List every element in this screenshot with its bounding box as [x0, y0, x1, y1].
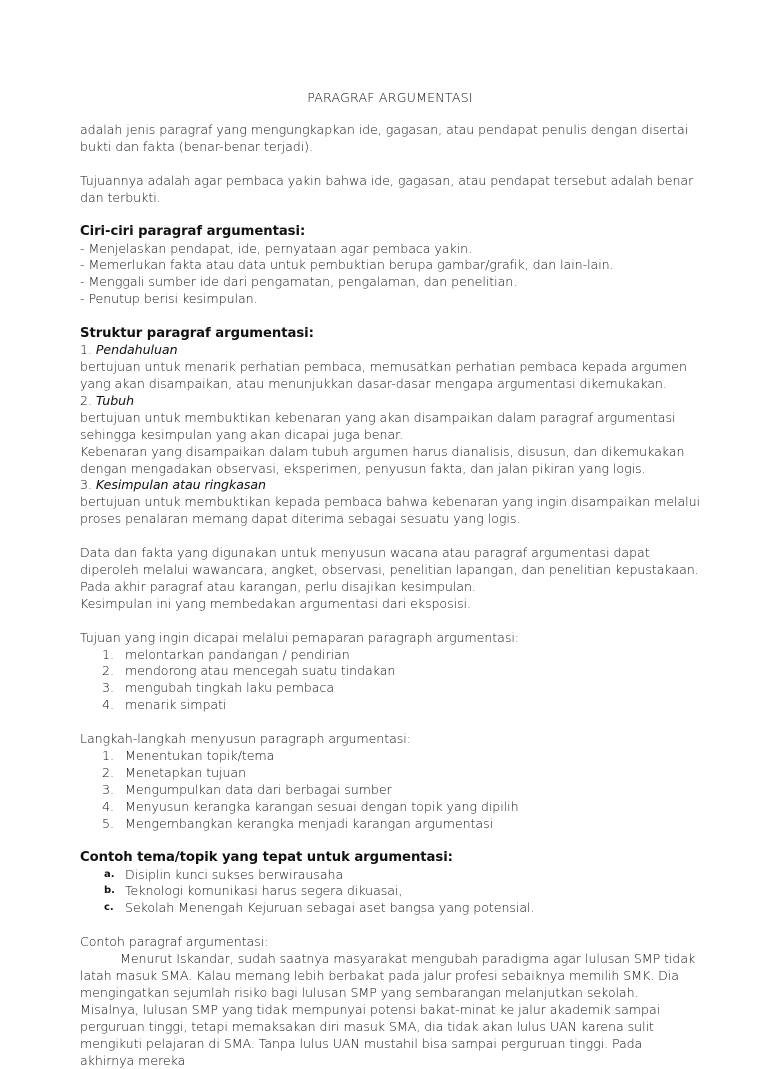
list-item: 1. melontarkan pandangan / pendirian: [102, 646, 350, 662]
contoh-paragraf-heading: Contoh paragraf argumentasi:: [80, 934, 269, 950]
list-item: 5. Mengembangkan kerangka menjadi karangan argumentasi: [102, 815, 494, 831]
struktur-title: Tubuh: [95, 392, 135, 408]
list-item: a. Disiplin kunci sukses berwirausaha: [104, 866, 344, 882]
struktur-item-2: [80, 393, 700, 410]
struktur-item-3: [80, 477, 700, 494]
struktur-item-1: [80, 342, 700, 359]
ciri-item: - Menggali sumber ide dari pengamatan, pengalaman, dan penelitian.: [80, 274, 518, 290]
struktur-text: bertujuan untuk menarik perhatian pembaca, memusatkan perhatian pembaca kepada argumen yang akan disampaikan, atau menunjukkan dasar-dasar mengapa argumentasi dikemukakan.: [80, 359, 687, 392]
ciri-item: - Penutup berisi kesimpulan.: [80, 291, 258, 307]
list-item: 4. Menyusun kerangka karangan sesuai dengan topik yang dipilih: [102, 798, 519, 814]
list-item: c. Sekolah Menengah Kejuruan sebagai aset bangsa yang potensial.: [104, 900, 535, 916]
struktur-num: 1.: [80, 342, 92, 358]
list-item: 1. Menentukan topik/tema: [102, 747, 275, 763]
list-item: b. Teknologi komunikasi harus segera dikuasai,: [104, 883, 403, 899]
struktur-text: Kebenaran yang disampaikan dalam tubuh argumen harus dianalisis, disusun, dan dikemukakan dengan mengadakan observasi, eksperimen, penyusun fakta, dan jalan pikiran yang logis.: [80, 443, 685, 476]
langkah-list: [80, 748, 700, 833]
struktur-num: 2.: [80, 392, 92, 408]
intro-paragraph: adalah jenis paragraf yang mengungkapkan ide, gagasan, atau pendapat penulis dengan disertai bukti dan fakta (benar-benar terjadi).: [80, 121, 689, 154]
struktur-num: 3.: [80, 477, 92, 493]
struktur-title: Kesimpulan atau ringkasan: [95, 477, 266, 493]
list-item: 4. menarik simpati: [102, 697, 227, 713]
ciri-item: - Menjelaskan pendapat, ide, pernyataan agar pembaca yakin.: [80, 240, 473, 256]
langkah-heading: Langkah-langkah menyusun paragraph argumentasi:: [80, 731, 411, 747]
list-item: 2. mendorong atau mencegah suatu tindakan: [102, 663, 396, 679]
list-item: 3. mengubah tingkah laku pembaca: [102, 680, 335, 696]
purpose-paragraph: Tujuannya adalah agar pembaca yakin bahwa ide, gagasan, atau pendapat tersebut adalah benar dan terbukti.: [80, 172, 694, 205]
tujuan-list: [80, 647, 700, 715]
contoh-tema-list: [80, 867, 700, 918]
struktur-text: bertujuan untuk membuktikan kepada pembaca bahwa kebenaran yang ingin disampaikan melalui proses penalaran memang dapat diterima sebagai sesuatu yang logis.: [80, 494, 700, 527]
struktur-text: bertujuan untuk membuktikan kebenaran yang akan disampaikan dalam paragraf argumentasi sehingga kesimpulan yang akan dicapai juga benar.: [80, 409, 676, 442]
contoh-paragraf-text: Menurut Iskandar, sudah saatnya masyarakat mengubah paradigma agar lulusan SMP tidak latah masuk SMA. Kalau memang lebih berbakat pada jalur profesi sebaiknya memilih SMK. Dia mengingatkan sejumlah risiko bagi lulusan SMP yang sembarangan melanjutkan sekolah. Misalnya, lulusan SMP yang tidak mempunyai potensi bakat-minat ke jalur akademik sampai perguruan tinggi, tetapi memaksakan diri masuk SMA, dia tidak akan lulus UAN karena sulit mengikuti pelajaran di SMA. Tanpa lulus UAN mustahil bisa sampai perguruan tinggi. Pada akhirnya mereka: [80, 951, 696, 1068]
document-content: [80, 90, 700, 1069]
data-paragraph-line: Kesimpulan ini yang membedakan argumentasi dari eksposisi.: [80, 595, 471, 611]
struktur-title: Pendahuluan: [95, 342, 178, 358]
tujuan-heading: Tujuan yang ingin dicapai melalui pemaparan paragraph argumentasi:: [80, 629, 519, 645]
contoh-tema-heading: Contoh tema/topik yang tepat untuk argumentasi:: [80, 850, 453, 866]
list-item: 3. Mengumpulkan data dari berbagai sumber: [102, 781, 392, 797]
data-paragraph-line: Data dan fakta yang digunakan untuk menyusun wacana atau paragraf argumentasi dapat diperoleh melalui wawancara, angket, observasi, penelitian lapangan, dan penelitian kepustakaan.: [80, 545, 699, 577]
struktur-heading: Struktur paragraf argumentasi:: [80, 326, 314, 342]
document-title: PARAGRAF ARGUMENTASI: [307, 90, 473, 105]
ciri-item: - Memerlukan fakta atau data untuk pembuktian berupa gambar/grafik, dan lain-lain.: [80, 257, 614, 273]
ciri-heading: Ciri-ciri paragraf argumentasi:: [80, 224, 306, 240]
data-paragraph-line: Pada akhir paragraf atau karangan, perlu disajikan kesimpulan.: [80, 578, 476, 594]
list-item: 2. Menetapkan tujuan: [102, 764, 247, 780]
